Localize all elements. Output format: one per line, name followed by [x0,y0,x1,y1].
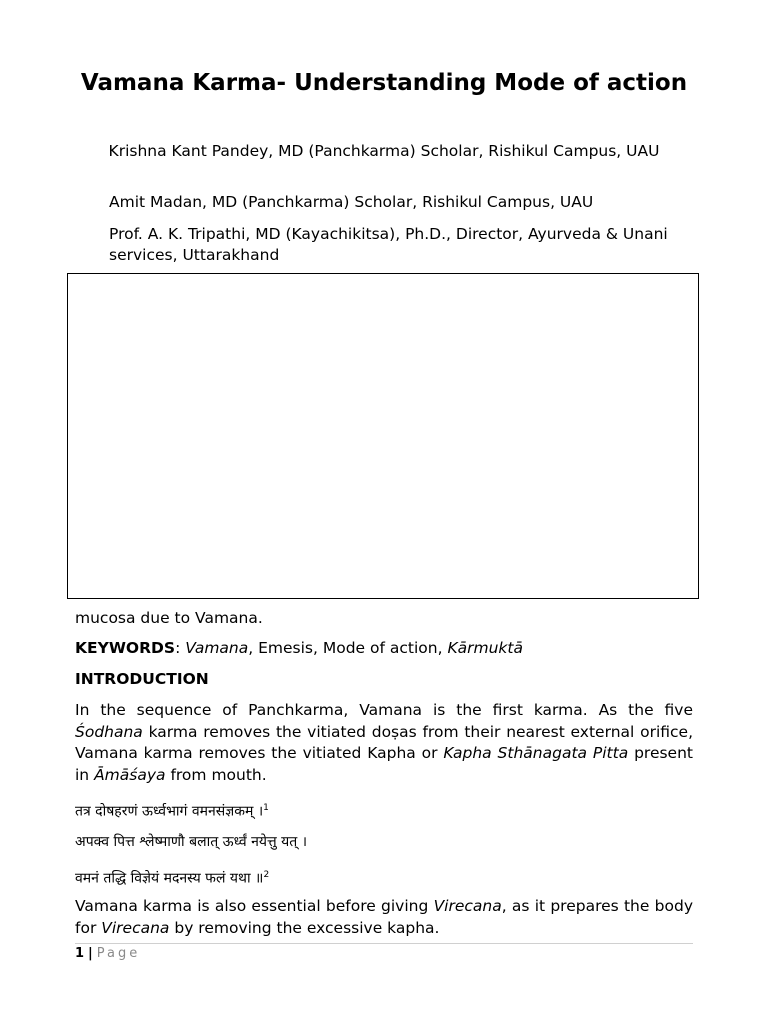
abstract-tail: mucosa due to Vamana. [75,609,263,627]
intro-italic-sodhana: Śodhana [75,722,143,741]
sanskrit-verse-1 [75,798,269,822]
intro-italic-kapha: Kapha Sthānagata Pitta [443,744,629,762]
sanskrit-verse-3 [75,865,269,889]
footnote-ref-1: 1 [263,803,269,813]
body2-text-1: Vamana karma is also essential before giving [75,897,434,915]
intro-paragraph [75,700,693,786]
keyword-vamana: Vamana [185,639,249,657]
paper-title: Vamana Karma- Understanding Mode of action [80,70,688,96]
sanskrit-verse-2 [75,832,307,852]
intro-text-4: from mouth. [165,765,267,784]
keywords-colon: : [175,639,186,657]
footnote-ref-2: 2 [263,870,270,880]
page-footer [75,945,140,963]
intro-text-2: karma removes the vitiated doṣas from their nearest external orifice, Vamana karma removes the vitiated Kapha or [75,722,693,762]
intro-italic-amasaya: Āmāśaya [94,765,166,784]
keywords-label: KEYWORDS [75,639,176,657]
page-number: 1 [75,946,85,961]
author-line-1: Krishna Kant Pandey, MD (Panchkarma) Scholar, Rishikul Campus, UAU [108,142,660,160]
keywords-line [75,638,693,660]
body2-italic-virecana-2: Virecana [101,918,170,937]
footer-separator: | [88,946,93,961]
keyword-karmukta: Kārmuktā [447,639,523,657]
sanskrit-line-3: वमनं तद्धि विज्ञेयं मदनस्य फलं यथा ॥ [75,870,264,887]
intro-text-3: present in [75,744,693,784]
footer-divider [75,943,693,944]
keywords-rest: , Emesis, Mode of action, [248,639,448,657]
redaction-box [67,273,699,599]
intro-text-1: In the sequence of Panchkarma, Vamana is the first karma. As the five [75,701,693,719]
author-line-3: Prof. A. K. Tripathi, MD (Kayachikitsa), Ph.D., Director, Ayurveda & Unani services, Uttarakhand [109,225,668,264]
body2-text-3: by removing the excessive kapha. [169,918,440,937]
body-paragraph-2 [75,896,693,939]
sanskrit-line-2: अपक्व पित्त श्लेष्माणौ बलात् ऊर्ध्वं नयेत्तु यत् । [75,834,307,850]
intro-heading: INTRODUCTION [75,670,209,688]
body2-italic-virecana-1: Virecana [433,897,502,915]
sanskrit-line-1: तत्र दोषहरणं ऊर्ध्वभागं वमनसंज्ञकम् । [75,803,264,820]
author-line-2: Amit Madan, MD (Panchkarma) Scholar, Rishikul Campus, UAU [109,193,594,211]
body2-text-2: , as it prepares the body for [75,897,693,937]
page-label: Page [96,946,141,961]
